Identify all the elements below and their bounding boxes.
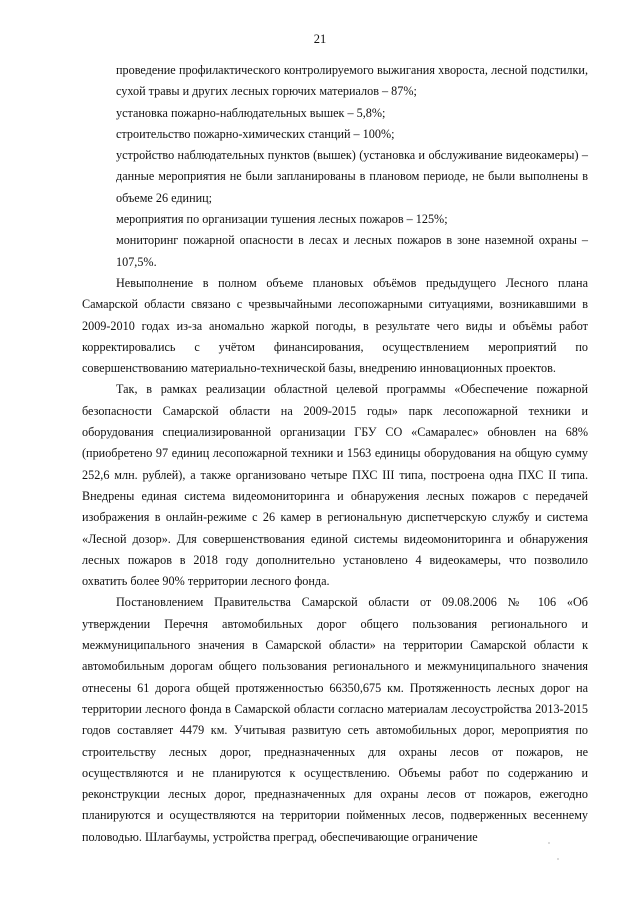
scan-speck — [557, 858, 559, 860]
list-item: мероприятия по организации тушения лесных пожаров – 125%; — [116, 212, 448, 227]
body-paragraph: Постановлением Правительства Самарской области от 09.08.2006 № 106 «Об утверждении Перечня автомобильных дорог общего пользования регионального и межмуниципального значения в Самарской области» на территории Самарской области к автомобильным дорогам общего пользования регионального и межмуниципального значения отнесены 61 дорога общей протяженностью 66350,675 км. Протяженность лесных дорог на территории лесного фонда в Самарской области согласно материалам лесоустройства 2013-2015 годов составляет 4479 км. Учитывая развитую сеть автомобильных дорог, мероприятия по строительству лесных дорог, предназначенных для охраны лесов от пожаров, не осуществляются и не планируются к осуществлению. Объемы работ по содержанию и реконструкции лесных дорог, предназначенных для охраны лесов от пожаров, ежегодно планируются и осуществляются на территории пойменных лесов, подверженных весеннему половодью. Шлагбаумы, устройства преград, обеспечивающие ограничение — [82, 595, 588, 844]
list-item: установка пожарно-наблюдательных вышек – 5,8%; — [116, 105, 386, 120]
page-body — [82, 60, 588, 848]
list-item: строительство пожарно-химических станций – 100%; — [116, 126, 395, 141]
list-item: мониторинг пожарной опасности в лесах и лесных пожаров в зоне наземной охраны – 107,5%. — [116, 233, 588, 269]
list-item: устройство наблюдательных пунктов (вышек) (установка и обслуживание видеокамеры) – данные мероприятия не были запланированы в плановом периоде, не были выполнены в объеме 26 единиц; — [116, 148, 588, 205]
body-paragraph: Так, в рамках реализации областной целевой программы «Обеспечение пожарной безопасности Самарской области на 2009-2015 годы» парк лесопожарной техники и оборудования специализированной организации ГБУ СО «Самаралес» обновлен на 68% (приобретено 97 единиц лесопожарной техники и 1563 единицы оборудования на общую сумму 252,6 млн. рублей), а также организовано четыре ПХС III типа, построена одна ПХС II типа. Внедрены единая система видеомониторинга и обнаружения лесных пожаров с передачей изображения в онлайн-режиме с 26 камер в региональную диспетчерскую службу и система «Лесной дозор». Для совершенствования единой системы видеомониторинга и обнаружения лесных пожаров в 2018 году дополнительно установлено 4 видеокамеры, что позволило охватить более 90% территории лесного фонда. — [82, 382, 588, 589]
scan-speck — [548, 842, 550, 844]
list-item: проведение профилактического контролируемого выжигания хвороста, лесной подстилки, сухой травы и других лесных горючих материалов – 87%; — [116, 63, 588, 99]
page-number: 21 — [313, 32, 327, 46]
body-paragraph: Невыполнение в полном объеме плановых объёмов предыдущего Лесного плана Самарской области связано с чрезвычайными лесопожарными ситуациями, возникавшими в 2009-2010 годах из-за аномально жаркой погоды, в результате чего виды и объёмы работ корректировались с учётом финансирования, осуществлением мероприятий по совершенствованию материально-технической базы, внедрению инновационных проектов. — [82, 275, 588, 376]
